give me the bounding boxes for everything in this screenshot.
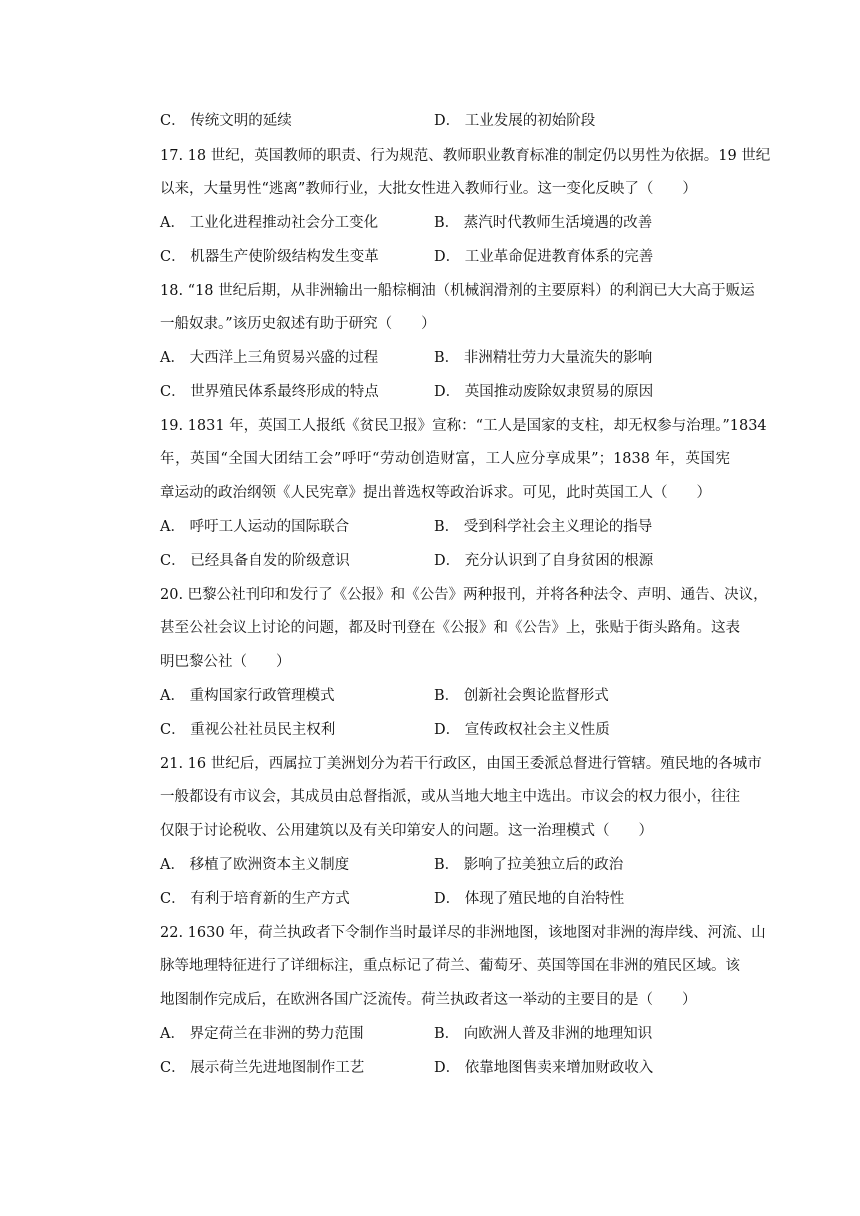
question-17-line-1: 17. 18 世纪，英国教师的职责、行为规范、教师职业教育标准的制定仍以男性为依据。19 世纪 (160, 148, 771, 164)
question-18-option-c: C． 世界殖民体系最终形成的特点 (160, 384, 379, 400)
question-22-line-1: 22. 1630 年，荷兰执政者下令制作当时最详尽的非洲地图，该地图对非洲的海岸线、河流、山 (160, 925, 766, 941)
question-21-option-a: A． 移植了欧洲资本主义制度 (160, 857, 350, 873)
question-17-option-b: B． 蒸汽时代教师生活境遇的改善 (434, 215, 653, 231)
question-21-option-d: D． 体现了殖民地的自治特性 (434, 891, 625, 907)
question-20-option-a: A． 重构国家行政管理模式 (160, 688, 335, 704)
question-18-option-d: D． 英国推动废除奴隶贸易的原因 (434, 384, 654, 400)
question-18-option-b: B． 非洲精壮劳力大量流失的影响 (434, 350, 653, 366)
question-20-line-2: 甚至公社会议上讨论的问题，都及时刊登在《公报》和《公告》上，张贴于街头路角。这表 (160, 620, 740, 636)
question-21-line-1: 21. 16 世纪后，西属拉丁美洲划分为若干行政区，由国王委派总督进行管辖。殖民地的各城市 (160, 756, 762, 772)
question-22-option-a: A． 界定荷兰在非洲的势力范围 (160, 1026, 364, 1042)
question-19-option-a: A． 呼吁工人运动的国际联合 (160, 519, 350, 535)
question-18-option-a: A． 大西洋上三角贸易兴盛的过程 (160, 350, 379, 366)
question-19-line-1: 19. 1831 年，英国工人报纸《贫民卫报》宣称：“工人是国家的支柱，却无权参与治理。”1834 (160, 418, 767, 434)
question-18-line-1: 18. “18 世纪后期，从非洲输出一船棕榈油（机械润滑剂的主要原料）的利润已大大高于贩运 (160, 283, 755, 299)
question-20-option-b: B． 创新社会舆论监督形式 (434, 688, 609, 704)
question-19-line-2: 年，英国“全国大团结工会”呼吁“劳动创造财富，工人应分享成果”；1838 年，英国宪 (160, 451, 730, 467)
option-c: C． 传统文明的延续 (160, 113, 292, 129)
question-21-option-c: C． 有利于培育新的生产方式 (160, 891, 350, 907)
question-20-option-c: C． 重视公社社员民主权利 (160, 722, 336, 738)
question-22-option-b: B． 向欧洲人普及非洲的地理知识 (434, 1026, 653, 1042)
question-17-line-2: 以来，大量男性“逃离”教师行业，大批女性进入教师行业。这一变化反映了（ ） (160, 181, 697, 197)
question-22-option-c: C． 展示荷兰先进地图制作工艺 (160, 1060, 365, 1076)
question-20-line-3: 明巴黎公社（ ） (160, 654, 291, 670)
question-22-option-d: D． 依靠地图售卖来增加财政收入 (434, 1060, 654, 1076)
question-20-line-1: 20. 巴黎公社刊印和发行了《公报》和《公告》两种报刊，并将各种法令、声明、通告、决议， (160, 587, 768, 603)
question-19-line-3: 章运动的政治纲领《人民宪章》提出普选权等政治诉求。可见，此时英国工人（ ） (160, 485, 711, 501)
question-21-option-b: B． 影响了拉美独立后的政治 (434, 857, 624, 873)
option-d: D． 工业发展的初始阶段 (434, 113, 596, 129)
question-21-line-3: 仅限于讨论税收、公用建筑以及有关印第安人的问题。这一治理模式（ ） (160, 823, 653, 839)
question-19-option-b: B． 受到科学社会主义理论的指导 (434, 519, 653, 535)
question-20-option-d: D． 宣传政权社会主义性质 (434, 722, 610, 738)
question-17-option-c: C． 机器生产使阶级结构发生变革 (160, 249, 379, 265)
question-18-line-2: 一船奴隶。”该历史叙述有助于研究（ ） (160, 316, 436, 332)
question-22-line-2: 脉等地理特征进行了详细标注，重点标记了荷兰、葡萄牙、英国等国在非洲的殖民区域。该 (160, 958, 740, 974)
question-19-option-d: D． 充分认识到了自身贫困的根源 (434, 553, 654, 569)
question-22-line-3: 地图制作完成后，在欧洲各国广泛流传。荷兰执政者这一举动的主要目的是（ ） (160, 992, 697, 1008)
question-21-line-2: 一般都设有市议会，其成员由总督指派，或从当地大地主中选出。市议会的权力很小，往往 (160, 789, 740, 805)
question-17-option-d: D． 工业革命促进教育体系的完善 (434, 249, 654, 265)
question-17-option-a: A． 工业化进程推动社会分工变化 (160, 215, 379, 231)
question-19-option-c: C． 已经具备自发的阶级意识 (160, 553, 350, 569)
